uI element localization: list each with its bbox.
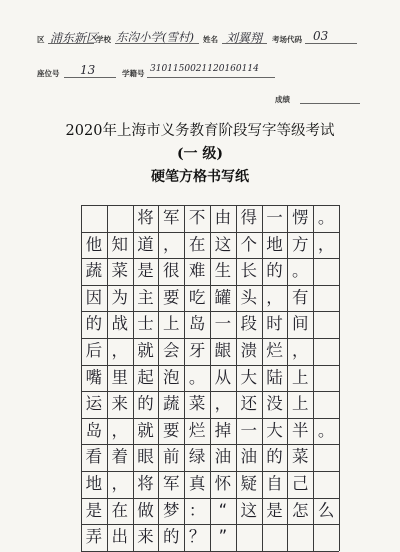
grid-cell: 难 (188, 261, 206, 281)
grid-cell (287, 524, 313, 551)
grid-cell: 怀 (214, 474, 232, 494)
grid-cell: 着 (111, 447, 128, 467)
grid-cell: 要 (163, 420, 180, 440)
grid-cell: 生 (214, 261, 232, 281)
grid-cell: 岛 (85, 420, 103, 440)
grid-cell (313, 365, 339, 392)
grid-cell: ， (111, 341, 128, 361)
grid-cell: 运 (85, 394, 103, 414)
grid-cell: 因 (85, 287, 103, 307)
exam-site-label: 考场代码 (272, 35, 302, 44)
grid-cell: 得 (240, 208, 257, 228)
grid-cell: 方 (292, 234, 309, 254)
district-value: 浦东新区 (50, 31, 99, 45)
grid-cell: ： (188, 500, 206, 520)
grid-cell: 由 (214, 208, 232, 228)
grid-cell: 烂 (188, 420, 206, 440)
grid-cell: 就 (137, 420, 154, 440)
grid-cell: 。 (292, 261, 309, 281)
seat-underline (64, 77, 116, 78)
grid-cell: 牙 (188, 341, 206, 361)
grid-cell: 怎 (292, 500, 309, 520)
grid-cell: 来 (111, 394, 128, 414)
grid-cell: 段 (240, 314, 257, 334)
grid-cell: 起 (137, 367, 154, 387)
paper-title: 硬笔方格书写纸 (151, 169, 249, 185)
grid-cell: 要 (163, 287, 180, 307)
grid-cell: 大 (240, 367, 257, 387)
grid-cell: 的 (266, 447, 283, 467)
grid-cell: 没 (266, 394, 283, 414)
grid-cell: 士 (137, 314, 154, 334)
grid-cell: 这 (214, 234, 232, 254)
grid-cell: 罐 (214, 287, 232, 307)
grid-cell: 掉 (214, 420, 232, 440)
grid-cell: 上 (292, 394, 309, 414)
exam-site-value: 03 (313, 29, 329, 43)
grid-cell: 地 (266, 234, 283, 254)
grid-cell: 军 (163, 208, 180, 228)
grid-vline (339, 205, 340, 551)
seat-value: 13 (80, 63, 96, 77)
grid-cell: 有 (292, 287, 309, 307)
grid-cell: 个 (240, 234, 257, 254)
school-label: 学校 (96, 35, 111, 44)
grid-cell: 为 (111, 287, 128, 307)
grid-cell: ？ (188, 527, 206, 547)
grid-cell: 做 (137, 500, 154, 520)
name-underline (222, 43, 267, 44)
grid-cell: 上 (163, 314, 180, 334)
grid-cell (313, 285, 339, 312)
grid-cell: 是 (137, 261, 154, 281)
grid-cell: 长 (240, 261, 257, 281)
grid-cell: 蔬 (163, 394, 180, 414)
grid-cell: 来 (137, 527, 154, 547)
grid-cell: 眼 (137, 447, 154, 467)
grid-cell: 绿 (188, 447, 206, 467)
grid-cell: 里 (111, 367, 128, 387)
grid-cell: 岛 (188, 314, 206, 334)
grid-cell: 将 (137, 474, 154, 494)
grid-cell: ” (218, 527, 228, 547)
student-id-label: 学籍号 (122, 69, 145, 78)
grid-cell: 一 (214, 314, 232, 334)
grid-cell: 菜 (111, 261, 128, 281)
grid-cell: 蔬 (85, 261, 103, 281)
grid-cell (107, 205, 133, 232)
grid-cell: 间 (292, 314, 309, 334)
grid-cell: 泡 (163, 367, 180, 387)
grid-cell: 油 (214, 447, 232, 467)
score-underline (300, 103, 360, 104)
grid-cell: 。 (188, 367, 206, 387)
grid-cell (313, 444, 339, 471)
grid-cell: 头 (240, 287, 257, 307)
grid-cell (313, 311, 339, 338)
grid-cell: 疑 (240, 474, 257, 494)
grid-cell: 是 (266, 500, 283, 520)
grid-cell: ， (163, 234, 180, 254)
grid-cell: 知 (111, 234, 128, 254)
grid-cell: 一 (266, 208, 283, 228)
grid-cell: 大 (266, 420, 283, 440)
grid-cell: 陆 (266, 367, 283, 387)
grid-cell: ， (214, 394, 232, 414)
grid-cell: ， (292, 341, 309, 361)
grid-cell: 从 (214, 367, 232, 387)
student-id-underline (147, 77, 275, 78)
exam-title: 2020年上海市义务教育阶段写字等级考试 (65, 123, 335, 139)
grid-cell: 会 (163, 341, 180, 361)
grid-cell: 战 (111, 314, 128, 334)
grid-cell: 溃 (240, 341, 257, 361)
grid-cell: ， (111, 474, 128, 494)
grid-cell: “ (218, 500, 228, 520)
grid-cell: 烂 (266, 341, 283, 361)
grid-cell: 的 (137, 394, 154, 414)
grid-cell: 菜 (188, 394, 206, 414)
score-label: 成绩 (275, 95, 290, 104)
district-underline (48, 43, 94, 44)
grid-cell: 看 (85, 447, 103, 467)
district-label: 区 (37, 35, 45, 44)
grid-cell: 真 (188, 474, 206, 494)
grid-cell: ， (111, 420, 128, 440)
grid-cell: 么 (317, 500, 335, 520)
student-id-value: 3101150021120160114 (150, 64, 259, 74)
grid-cell: 愣 (292, 208, 309, 228)
grid-cell: 嘴 (85, 367, 103, 387)
exam-level: (一 级) (176, 146, 224, 162)
grid-cell: 。 (317, 420, 335, 440)
grid-cell: 己 (292, 474, 309, 494)
grid-cell (81, 205, 107, 232)
grid-cell (313, 471, 339, 498)
grid-cell: 的 (163, 527, 180, 547)
grid-cell: 地 (85, 474, 103, 494)
grid-cell: 不 (188, 208, 206, 228)
grid-cell: 还 (240, 394, 257, 414)
grid-cell: ， (266, 287, 283, 307)
school-value: 东沟小学(雪村) (116, 30, 194, 44)
grid-cell: 就 (137, 341, 154, 361)
grid-cell: 后 (85, 341, 103, 361)
grid-cell: 弄 (85, 527, 103, 547)
grid-cell (262, 524, 288, 551)
grid-cell: ， (317, 234, 335, 254)
grid-cell (313, 391, 339, 418)
grid-cell: 梦 (163, 500, 180, 520)
grid-cell: 道 (137, 234, 154, 254)
name-value: 刘翼翔 (226, 31, 263, 45)
grid-cell: 时 (266, 314, 283, 334)
grid-cell: 龈 (214, 341, 232, 361)
grid-cell: 自 (266, 474, 283, 494)
grid-cell: 将 (137, 208, 154, 228)
grid-cell: 这 (240, 500, 257, 520)
grid-cell: 油 (240, 447, 257, 467)
grid-cell: 他 (85, 234, 103, 254)
grid-cell (313, 338, 339, 365)
grid-cell: 是 (85, 500, 103, 520)
name-label: 姓名 (203, 35, 218, 44)
grid-cell (236, 524, 262, 551)
grid-cell: 的 (85, 314, 103, 334)
grid-cell: 很 (163, 261, 180, 281)
grid-cell: 的 (266, 261, 283, 281)
grid-cell: 半 (292, 420, 309, 440)
grid-cell: 上 (292, 367, 309, 387)
grid-cell: 军 (163, 474, 180, 494)
grid-cell: 。 (317, 208, 335, 228)
school-underline (115, 43, 199, 44)
seat-label: 座位号 (37, 69, 60, 78)
exam-site-underline (305, 43, 357, 44)
grid-cell (313, 524, 339, 551)
grid-cell: 在 (111, 500, 128, 520)
grid-cell: 菜 (292, 447, 309, 467)
grid-cell: 出 (111, 527, 128, 547)
grid-cell: 前 (163, 447, 180, 467)
writing-grid (81, 205, 339, 551)
grid-cell: 在 (188, 234, 206, 254)
grid-cell: 吃 (188, 287, 206, 307)
grid-cell: 一 (240, 420, 257, 440)
grid-cell (313, 258, 339, 285)
grid-cell: 主 (137, 287, 154, 307)
